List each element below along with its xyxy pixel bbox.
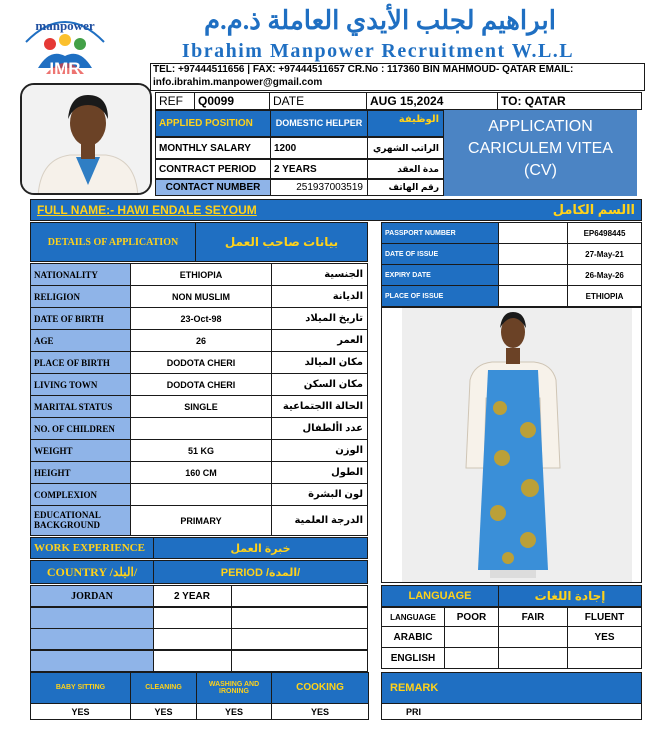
skill-value: YES: [130, 703, 197, 720]
detail-row-value: NON MUSLIM: [130, 285, 272, 308]
detail-row-value: PRIMARY: [130, 505, 272, 536]
full-name-label: FULL NAME:- HAWI ENDALE SEYOUM: [37, 203, 257, 217]
skill-label: BABY SITTING: [30, 672, 131, 704]
language-english-poor: [444, 647, 499, 669]
skill-label: WASHING AND IRONING: [196, 672, 272, 704]
skill-value: YES: [30, 703, 131, 720]
cv-title-box: [444, 110, 637, 196]
detail-row-label: HEIGHT: [30, 461, 131, 484]
passport-row-value: 27-May-21: [567, 243, 642, 265]
date-label: DATE: [269, 92, 367, 110]
salary-label: MONTHLY SALARY: [155, 137, 271, 159]
detail-row-label: DATE OF BIRTH: [30, 307, 131, 330]
detail-row-label: PLACE OF BIRTH: [30, 351, 131, 374]
language-arabic-fair: [498, 626, 568, 648]
cv-title-line1: APPLICATION: [488, 118, 593, 135]
work-row-country: [30, 607, 154, 629]
company-arabic-name: ابراهيم لجلب الأيدي العاملة ذ.م.م: [204, 6, 556, 35]
detail-row-ar: الدرجة العلمية: [271, 505, 368, 536]
work-row-country: [30, 650, 154, 672]
work-row-period: [153, 650, 232, 672]
contract-value: 2 YEARS: [270, 159, 368, 179]
passport-row-spacer: [498, 264, 568, 286]
details-header-en: DETAILS OF APPLICATION: [30, 222, 196, 262]
period-label: PERIOD /المدة/: [153, 560, 368, 584]
language-col-fair: FAIR: [498, 607, 568, 627]
work-row-country: [30, 628, 154, 650]
language-ar: إجادة اللغات: [498, 585, 642, 607]
detail-row-value: 51 KG: [130, 439, 272, 462]
passport-row-spacer: [498, 243, 568, 265]
contact-number-label: CONTACT NUMBER: [155, 179, 271, 196]
detail-row-label: COMPLEXION: [30, 483, 131, 506]
work-row-extra: [231, 607, 368, 629]
passport-row-label: DATE OF ISSUE: [381, 243, 499, 265]
work-row-extra: [231, 650, 368, 672]
detail-row-value: SINGLE: [130, 395, 272, 418]
detail-row-value: [130, 417, 272, 440]
detail-row-ar: مكان السكن: [271, 373, 368, 396]
detail-row-label: RELIGION: [30, 285, 131, 308]
detail-row-value: DODOTA CHERI: [130, 373, 272, 396]
language-arabic-poor: [444, 626, 499, 648]
detail-row-ar: لون البشرة: [271, 483, 368, 506]
applicant-photo-full: [381, 307, 642, 583]
detail-row-label: MARITAL STATUS: [30, 395, 131, 418]
language-english-fair: [498, 647, 568, 669]
detail-row-ar: مكان الميالد: [271, 351, 368, 374]
detail-row-value: DODOTA CHERI: [130, 351, 272, 374]
skill-value: YES: [271, 703, 369, 720]
detail-row-ar: الطول: [271, 461, 368, 484]
language-arabic-fluent: YES: [567, 626, 642, 648]
language-col-label: LANGUAGE: [381, 607, 445, 627]
passport-row-value: EP6498445: [567, 222, 642, 244]
remark-value: PRI: [381, 703, 642, 720]
detail-row-value: 160 CM: [130, 461, 272, 484]
language-english-fluent: [567, 647, 642, 669]
work-row-country: JORDAN: [30, 585, 154, 607]
company-logo: [20, 8, 110, 90]
cv-title-line3: (CV): [524, 162, 557, 179]
work-row-extra: [231, 628, 368, 650]
passport-row-value: ETHIOPIA: [567, 285, 642, 307]
detail-row-ar: تاريخ الميلاد: [271, 307, 368, 330]
detail-row-value: 26: [130, 329, 272, 352]
language-col-fluent: FLUENT: [567, 607, 642, 627]
salary-value: 1200: [270, 137, 368, 159]
work-row-extra: [231, 585, 368, 607]
detail-row-value: [130, 483, 272, 506]
passport-row-value: 26-May-26: [567, 264, 642, 286]
detail-row-label: LIVING TOWN: [30, 373, 131, 396]
passport-row-label: EXPIRY DATE: [381, 264, 499, 286]
company-english-name: Ibrahim Manpower Recruitment W.L.L: [181, 40, 575, 62]
passport-row-label: PASSPORT NUMBER: [381, 222, 499, 244]
detail-row-ar: العمر: [271, 329, 368, 352]
skill-value: YES: [196, 703, 272, 720]
language-english-label: ENGLISH: [381, 647, 445, 669]
detail-row-label: AGE: [30, 329, 131, 352]
detail-row-ar: عدد األطفال: [271, 417, 368, 440]
work-experience-label: WORK EXPERIENCE: [30, 537, 154, 559]
passport-row-spacer: [498, 222, 568, 244]
applicant-photo-portrait: [20, 83, 152, 195]
date-value: AUG 15,2024: [366, 92, 498, 110]
contact-number-ar: رقم الهاتف: [367, 179, 444, 196]
contract-label: CONTRACT PERIOD: [155, 159, 271, 179]
salary-ar: الراتب الشهري: [367, 137, 444, 159]
detail-row-ar: الجنسية: [271, 263, 368, 286]
country-label: COUNTRY /البلد/: [30, 560, 154, 584]
remark-label: REMARK: [381, 672, 642, 704]
logo-text-mid: IMR: [49, 59, 81, 78]
work-row-period: [153, 607, 232, 629]
contact-number-value: 251937003519: [270, 179, 368, 196]
skill-label: COOKING: [271, 672, 369, 704]
applied-position-label: APPLIED POSITION: [155, 110, 271, 137]
contact-line: TEL: +97444511656 | FAX: +97444511657 CR.No : 117360 BIN MAHMOUD- QATAR EMAIL:: [150, 63, 645, 77]
passport-row-spacer: [498, 285, 568, 307]
contact-email: info.ibrahim.manpower@gmail.com: [150, 77, 645, 91]
ref-value: Q0099: [194, 92, 270, 110]
applied-position-value: DOMESTIC HELPER: [270, 110, 368, 137]
detail-row-ar: الوزن: [271, 439, 368, 462]
detail-row-ar: الحالة االجتماعية: [271, 395, 368, 418]
work-experience-ar: خبرة العمل: [153, 537, 368, 559]
work-row-period: 2 YEAR: [153, 585, 232, 607]
detail-row-label: NO. OF CHILDREN: [30, 417, 131, 440]
full-name-bar: [30, 199, 642, 221]
detail-row-value: 23-Oct-98: [130, 307, 272, 330]
to-value: TO: QATAR: [497, 92, 642, 110]
passport-row-label: PLACE OF ISSUE: [381, 285, 499, 307]
language-col-poor: POOR: [444, 607, 499, 627]
detail-row-label: WEIGHT: [30, 439, 131, 462]
full-name-ar: االسم الكامل: [552, 202, 635, 217]
work-row-period: [153, 628, 232, 650]
cv-title-line2: CARICULEM VITEA: [468, 140, 613, 157]
detail-row-label: NATIONALITY: [30, 263, 131, 286]
details-header-ar: بيانات صاحب العمل: [195, 222, 368, 262]
contract-ar: مدة العقد: [367, 159, 444, 179]
detail-row-label: EDUCATIONAL BACKGROUND: [30, 505, 131, 536]
detail-row-value: ETHIOPIA: [130, 263, 272, 286]
applied-position-ar: الوظيفة: [367, 110, 444, 137]
language-arabic-label: ARABIC: [381, 626, 445, 648]
logo-text-top: manpower: [35, 18, 95, 33]
detail-row-ar: الديانة: [271, 285, 368, 308]
language-label: LANGUAGE: [381, 585, 499, 607]
ref-label: REF: [155, 92, 195, 110]
skill-label: CLEANING: [130, 672, 197, 704]
